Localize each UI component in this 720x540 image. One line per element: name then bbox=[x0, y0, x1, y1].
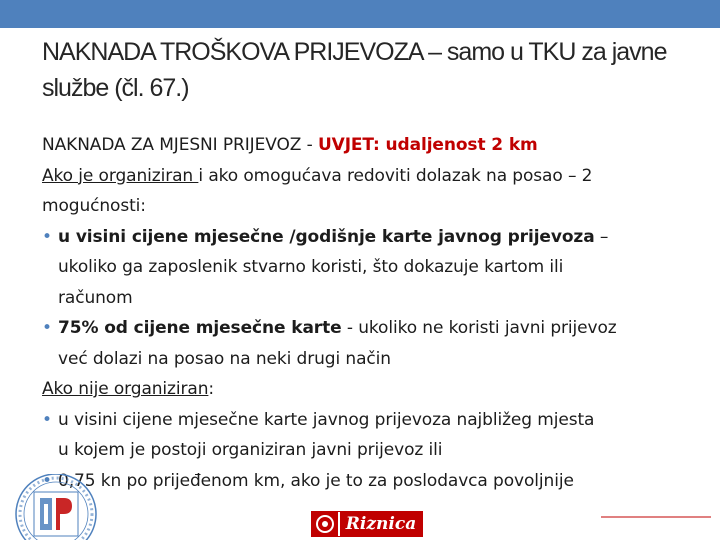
racunovodstvo-financije-logo bbox=[595, 497, 717, 539]
bullet-1-bold: u visini cijene mjesečne /godišnje karte javnog prijevoza bbox=[58, 226, 595, 247]
riznica-logo-text: Riznica bbox=[340, 512, 422, 536]
riznica-logo bbox=[311, 511, 423, 537]
bullet-1-rest: – bbox=[594, 226, 609, 247]
not-organized-colon: : bbox=[208, 379, 215, 399]
bullet-3-text: u visini cijene mjesečne karte javnog prijevoza najbližeg mjesta bbox=[58, 409, 595, 430]
organized-rest: i ako omogućava redoviti dolazak na posao – 2 bbox=[198, 165, 593, 186]
organized-line bbox=[42, 161, 682, 192]
heading-line bbox=[42, 130, 682, 161]
heading-condition: UVJET: udaljenost 2 km bbox=[317, 135, 538, 155]
not-organized-label: Ako nije organiziran bbox=[42, 379, 209, 399]
organized-line-2: mogućnosti: bbox=[42, 196, 146, 216]
bullet-2 bbox=[42, 313, 682, 344]
slide-body bbox=[42, 130, 682, 496]
organized-label: Ako je organiziran bbox=[42, 165, 199, 186]
bullet-dot-icon: • bbox=[42, 470, 52, 491]
bullet-dot-icon: • bbox=[42, 318, 52, 338]
association-seal-logo bbox=[0, 474, 112, 540]
bullet-1 bbox=[42, 222, 682, 253]
bullet-dot-icon: • bbox=[42, 409, 52, 430]
bullet-1-line-3: računom bbox=[58, 287, 133, 308]
bullet-4 bbox=[42, 466, 682, 497]
bullet-2-line-2: već dolazi na posao na neki drugi način bbox=[58, 348, 391, 369]
not-organized-line bbox=[42, 374, 682, 405]
bullet-dot-icon: • bbox=[42, 226, 52, 247]
riznica-emblem-icon bbox=[312, 512, 338, 536]
bullet-2-bold: 75% od cijene mjesečne karte bbox=[58, 318, 342, 338]
bullet-3 bbox=[42, 405, 682, 436]
bullet-1-line-2: ukoliko ga zaposlenik stvarno koristi, što dokazuje kartom ili bbox=[58, 257, 564, 277]
slide-top-bar bbox=[0, 0, 720, 28]
slide-title: NAKNADA TROŠKOVA PRIJEVOZA – samo u TKU za javne službe (čl. 67.) bbox=[42, 38, 667, 102]
heading-prefix: NAKNADA ZA MJESNI PRIJEVOZ - bbox=[42, 135, 318, 155]
bullet-3-line-2: u kojem je postoji organiziran javni prijevoz ili bbox=[58, 440, 443, 460]
bullet-2-rest: - ukoliko ne koristi javni prijevoz bbox=[341, 318, 617, 338]
bullet-4-text: 0,75 kn po prijeđenom km, ako je to za poslodavca povoljnije bbox=[58, 470, 574, 491]
